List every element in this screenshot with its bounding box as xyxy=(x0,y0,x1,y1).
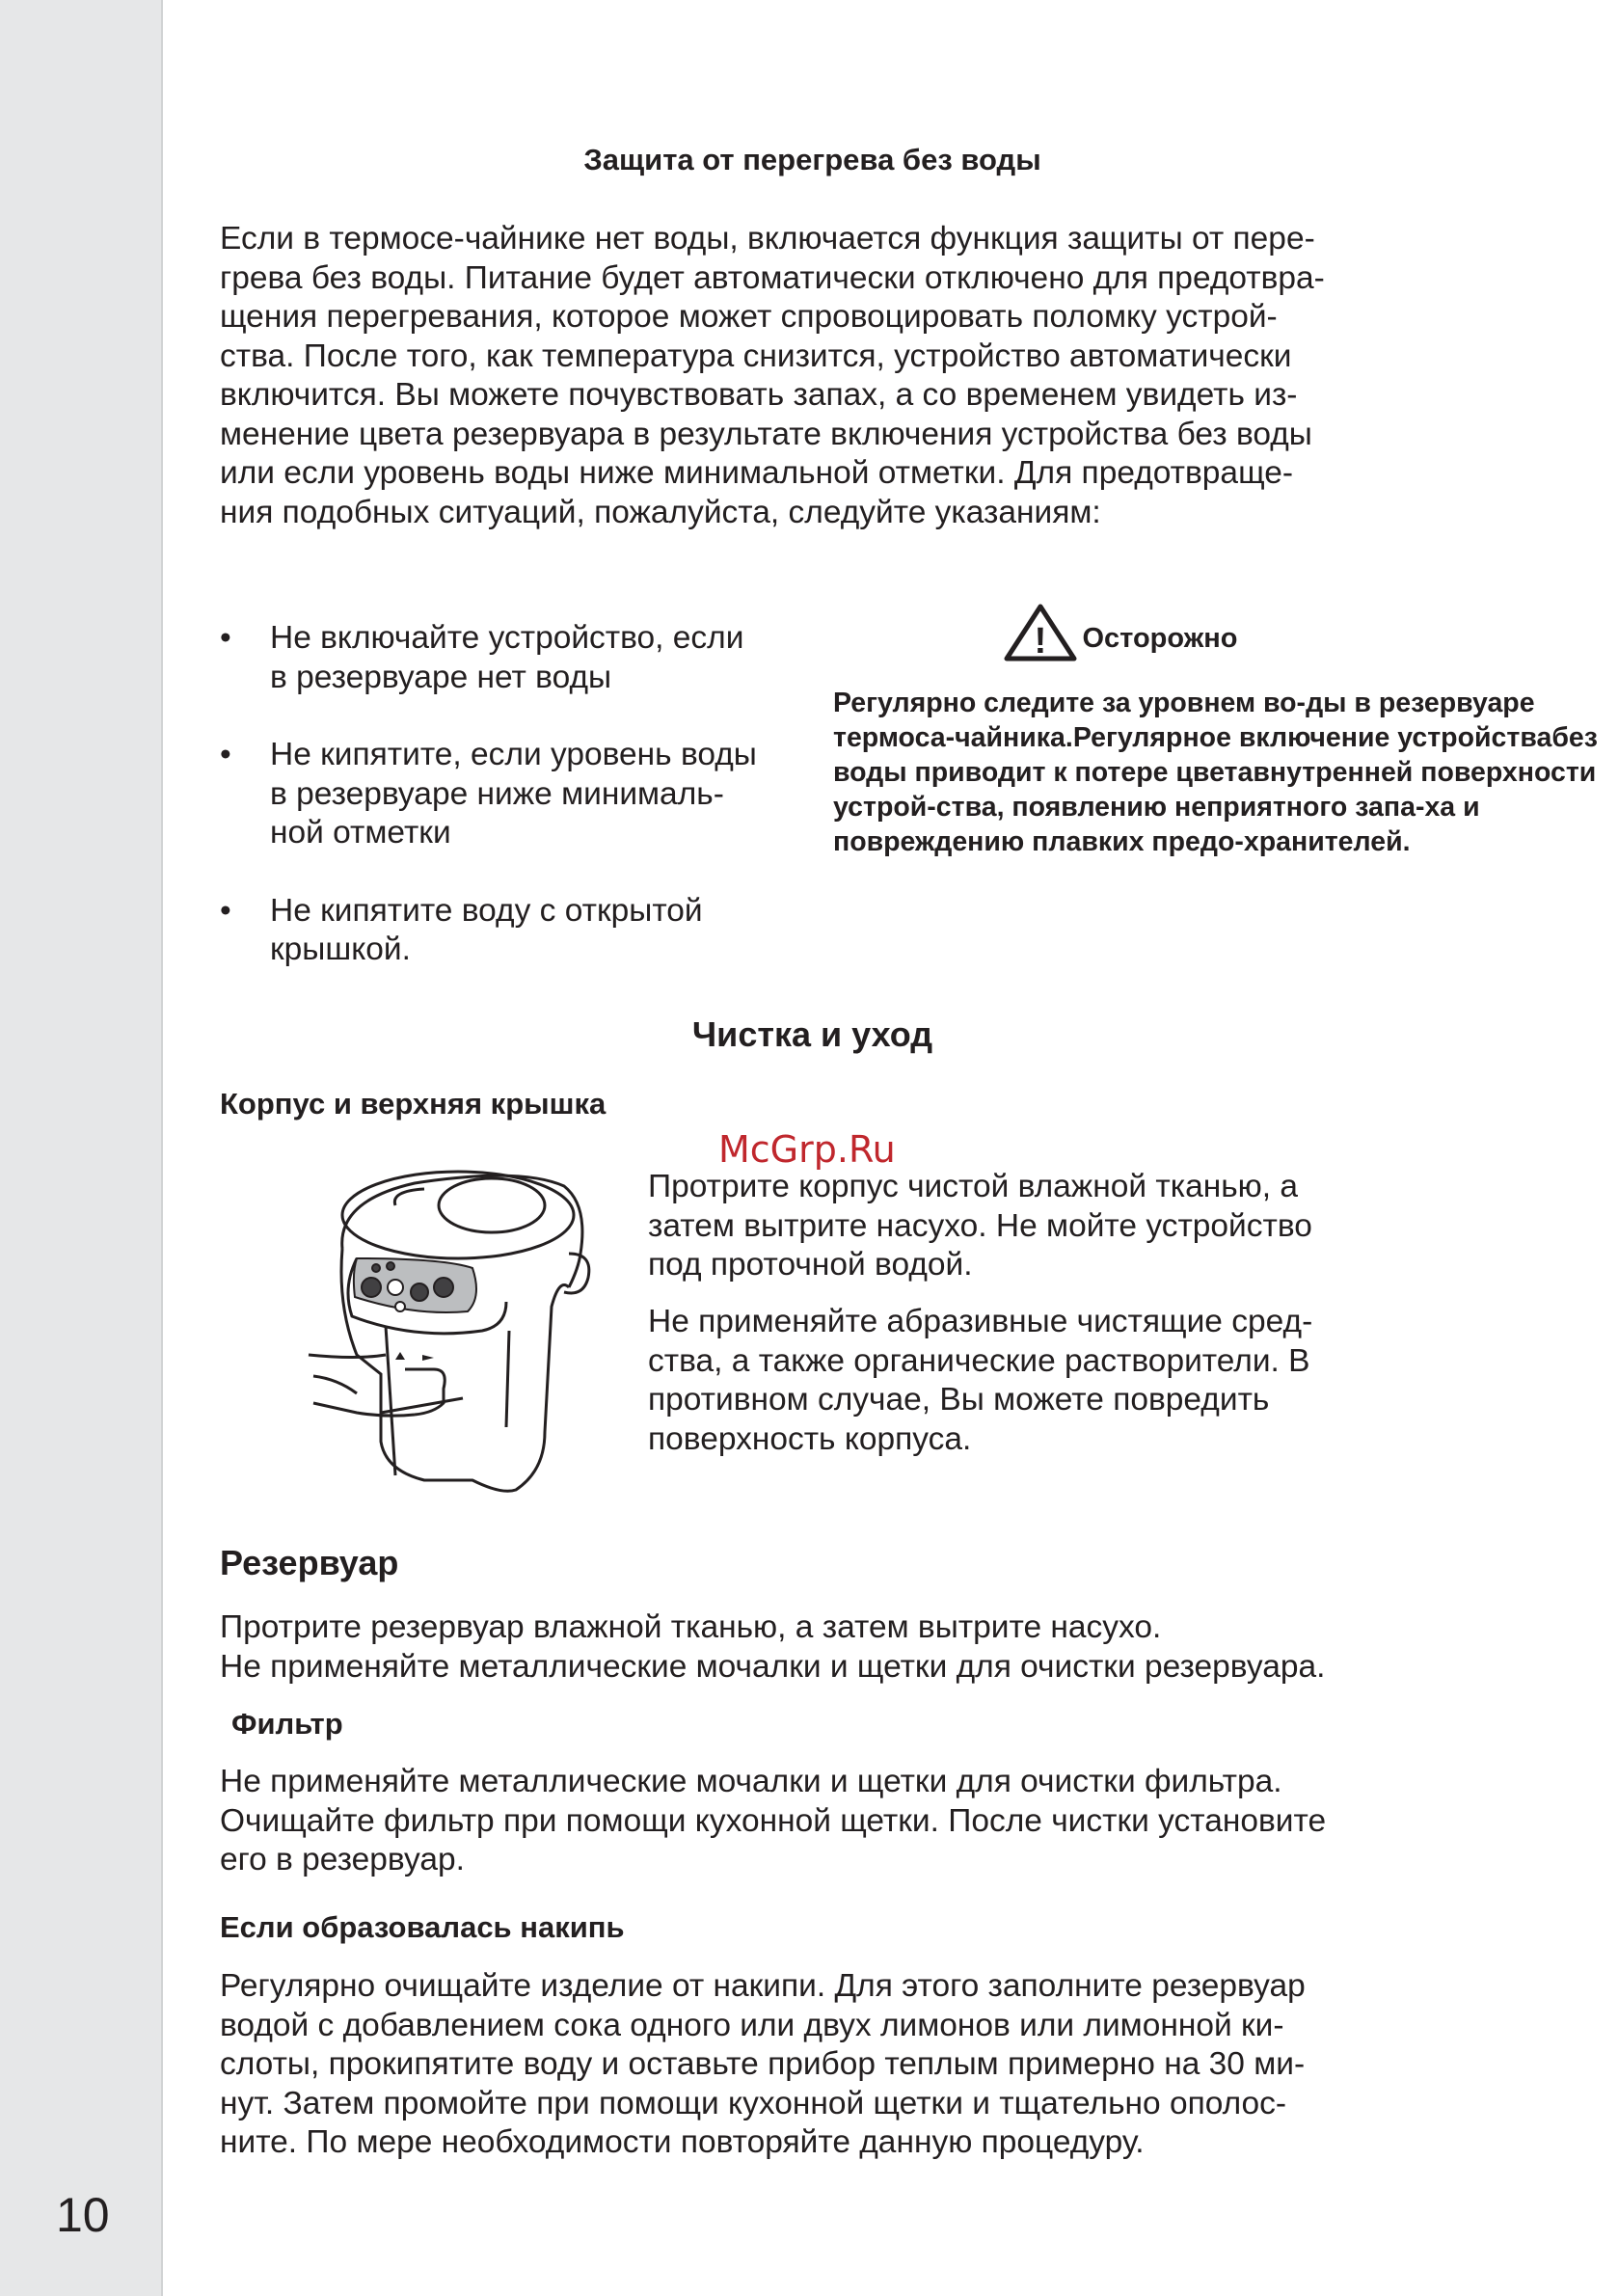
text-line: Регулярное включение устройства xyxy=(1072,722,1552,753)
text-line: щения перегревания, которое может спровоцировать поломку устрой- xyxy=(220,299,1278,335)
text-line: хранителей. xyxy=(1243,826,1411,857)
overheat-paragraph xyxy=(220,220,1325,532)
text-line: ства. После того, как температура снизится, устройство автоматически xyxy=(220,338,1292,374)
text-line: Очищайте фильтр при помощи кухонной щетки. После чистки установите xyxy=(220,1802,1327,1839)
bullet-dot: • xyxy=(220,892,231,929)
text-line: поверхность корпуса. xyxy=(648,1420,972,1457)
text-line: Если в термосе-чайнике нет воды, включается функция защиты от пере- xyxy=(220,221,1315,257)
text-line: ства, а также органические растворители. В xyxy=(648,1342,1310,1379)
bullet-dot: • xyxy=(220,620,231,656)
bullet-item xyxy=(220,736,818,853)
text-line: водой с добавлением сока одного или двух лимонов или лимонной ки- xyxy=(220,2007,1284,2043)
text-line: менение цвета резервуара в результате включения устройства без воды xyxy=(220,416,1312,452)
page-number: 10 xyxy=(56,2188,110,2242)
text-line: слоты, прокипятите воду и оставьте прибор теплым примерно на 30 ми- xyxy=(220,2046,1306,2082)
text-line: Не применяйте металлические мочалки и щетки для очистки фильтра. xyxy=(220,1764,1282,1799)
text-line: ства, появлению неприятного запа- xyxy=(935,792,1425,823)
filter-title: Фильтр xyxy=(231,1707,343,1741)
text-line: включится. Вы можете почувствовать запах, а со временем увидеть из- xyxy=(220,377,1298,413)
text-line: внутренней поверхности устрой- xyxy=(833,757,1597,823)
reservoir-paragraph xyxy=(220,1608,1325,1687)
text-line: грева без воды. Питание будет автоматически отключено для предотвра- xyxy=(220,259,1325,296)
warning-triangle-icon xyxy=(1003,603,1078,662)
text-line: противном случае, Вы можете повредить xyxy=(648,1382,1270,1418)
bullet-line: в резервуаре ниже минималь- xyxy=(270,775,724,812)
body-lid-title: Корпус и верхняя крышка xyxy=(220,1087,607,1121)
text-line: Не применяйте абразивные чистящие сред- xyxy=(648,1304,1313,1339)
warning-header xyxy=(1003,603,1238,662)
text-line: ха и повреждению плавких предо- xyxy=(833,792,1480,857)
bullet-item xyxy=(220,619,818,697)
reservoir-title: Резервуар xyxy=(220,1543,399,1582)
bullet-line: Не включайте устройство, если xyxy=(270,620,744,656)
overheat-bullet-list xyxy=(220,619,818,970)
thermopot-cleaning-illustration xyxy=(299,1162,598,1519)
body-lid-paragraph-2 xyxy=(648,1303,1312,1459)
scale-paragraph xyxy=(220,1967,1306,2163)
text-line: под проточной водой. xyxy=(648,1247,973,1283)
body-lid-paragraph-1 xyxy=(648,1168,1312,1285)
watermark: McGrp.Ru xyxy=(718,1128,896,1171)
text-line: Регулярно очищайте изделие от накипи. Для этого заполните резервуар xyxy=(220,1968,1306,2004)
warning-text xyxy=(833,686,1618,859)
page-margin-strip xyxy=(0,0,163,2296)
text-line: нут. Затем промойте при помощи кухонной щетки и тщательно ополос- xyxy=(220,2085,1287,2121)
bullet-dot: • xyxy=(220,737,231,772)
warning-title: Осторожно xyxy=(1082,622,1238,654)
bullet-line: крышкой. xyxy=(270,932,411,967)
text-line: Протрите корпус чистой влажной тканью, а xyxy=(648,1169,1299,1204)
text-line: Регулярно следите за уровнем во- xyxy=(833,688,1307,718)
cleaning-title: Чистка и уход xyxy=(691,1014,933,1054)
text-line: ния подобных ситуаций, пожалуйста, следуйте указаниям: xyxy=(220,494,1101,530)
text-line: ды в резервуаре термоса-чайника. xyxy=(833,688,1535,753)
text-line: ните. По мере необходимости повторяйте данную процедуру. xyxy=(220,2124,1145,2160)
filter-paragraph xyxy=(220,1763,1326,1880)
text-line: затем вытрите насухо. Не мойте устройство xyxy=(648,1207,1312,1244)
text-line: его в резервуар. xyxy=(220,1842,465,1877)
scale-title: Если образовалась накипь xyxy=(220,1910,625,1944)
text-line: или если уровень воды ниже минимальной отметки. Для предотвраще- xyxy=(220,455,1294,491)
text-line: Протрите резервуар влажной тканью, а затем вытрите насухо. xyxy=(220,1609,1162,1645)
bullet-item xyxy=(220,892,818,970)
bullet-line: Не кипятите, если уровень воды xyxy=(270,737,757,772)
bullet-line: в резервуаре нет воды xyxy=(270,659,612,695)
bullet-line: Не кипятите воду с открытой xyxy=(270,892,703,929)
text-line: Не применяйте металлические мочалки и щетки для очистки резервуара. xyxy=(220,1648,1326,1685)
bullet-line: ной отметки xyxy=(270,815,451,851)
warning-icon-glyph: ! xyxy=(1034,621,1047,662)
overheat-title: Защита от перегрева без воды xyxy=(583,143,1041,176)
text-line: без воды приводит к потере цвета xyxy=(833,722,1598,788)
